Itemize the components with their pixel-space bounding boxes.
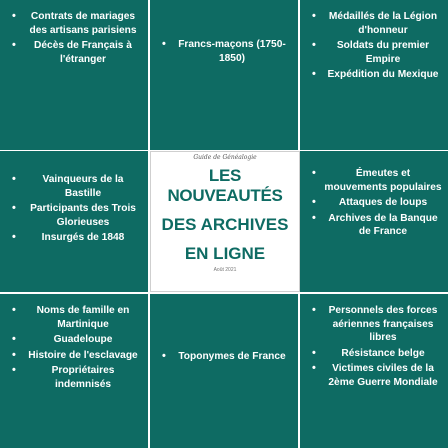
list-item: • Propriétaires indemnisés	[12, 364, 148, 391]
panel-bottom-right-list	[300, 304, 448, 390]
list-item: • Noms de famille en Martinique	[12, 304, 148, 331]
panel-mid-right	[300, 151, 448, 292]
panel-top-left	[0, 0, 148, 150]
list-item: • Médaillés de la Légion d'honneur	[312, 10, 448, 37]
panel-mid-left-list	[0, 173, 148, 245]
panel-bottom-left	[0, 294, 148, 448]
list-item: • Victimes civiles de la 2ème Guerre Mondiale	[312, 362, 448, 389]
list-item: • Archives de la Banque de France	[312, 212, 448, 239]
list-item: • Francs-maçons (1750-1850)	[162, 38, 298, 65]
list-item: • Participants des Trois Glorieuses	[12, 202, 148, 229]
list-item: • Attaques de loups	[312, 196, 448, 210]
list-item: • Guadeloupe	[12, 333, 148, 347]
date-label: Août 2021	[213, 267, 237, 273]
list-item: • Contrats de mariages des artisans parisiens	[12, 10, 148, 37]
panel-bottom-mid-list	[150, 350, 298, 364]
title-line-1: LES NOUVEAUTÉS	[167, 166, 283, 205]
title-line-2: DES ARCHIVES	[161, 215, 289, 234]
panel-top-right	[300, 0, 448, 150]
list-item: • Résistance belge	[312, 347, 448, 361]
list-item: • Décès de Français à l'étranger	[12, 39, 148, 66]
list-item: • Histoire de l'esclavage	[12, 349, 148, 363]
panel-mid-left	[0, 151, 148, 292]
center-title-card	[150, 151, 300, 292]
list-item: • Vainqueurs de la Bastille	[12, 173, 148, 200]
list-item: • Expédition du Mexique	[312, 68, 448, 82]
list-item: • Personnels des forces aériennes françaises libres	[312, 304, 448, 345]
panel-top-left-list	[0, 10, 148, 66]
panel-top-mid-list	[150, 38, 298, 65]
panel-top-right-list	[300, 10, 448, 82]
list-item: • Émeutes et mouvements populaires	[312, 167, 448, 194]
title-line-3: EN LIGNE	[184, 244, 266, 263]
panel-bottom-left-list	[0, 304, 148, 392]
panel-top-mid	[150, 0, 298, 150]
list-item: • Toponymes de France	[162, 350, 298, 364]
panel-mid-right-list	[300, 167, 448, 239]
panel-bottom-mid	[150, 294, 298, 448]
guide-label: Guide de Généalogie	[193, 154, 257, 161]
list-item: • Insurgés de 1848	[12, 231, 148, 245]
list-item: • Soldats du premier Empire	[312, 39, 448, 66]
panel-bottom-right	[300, 294, 448, 448]
